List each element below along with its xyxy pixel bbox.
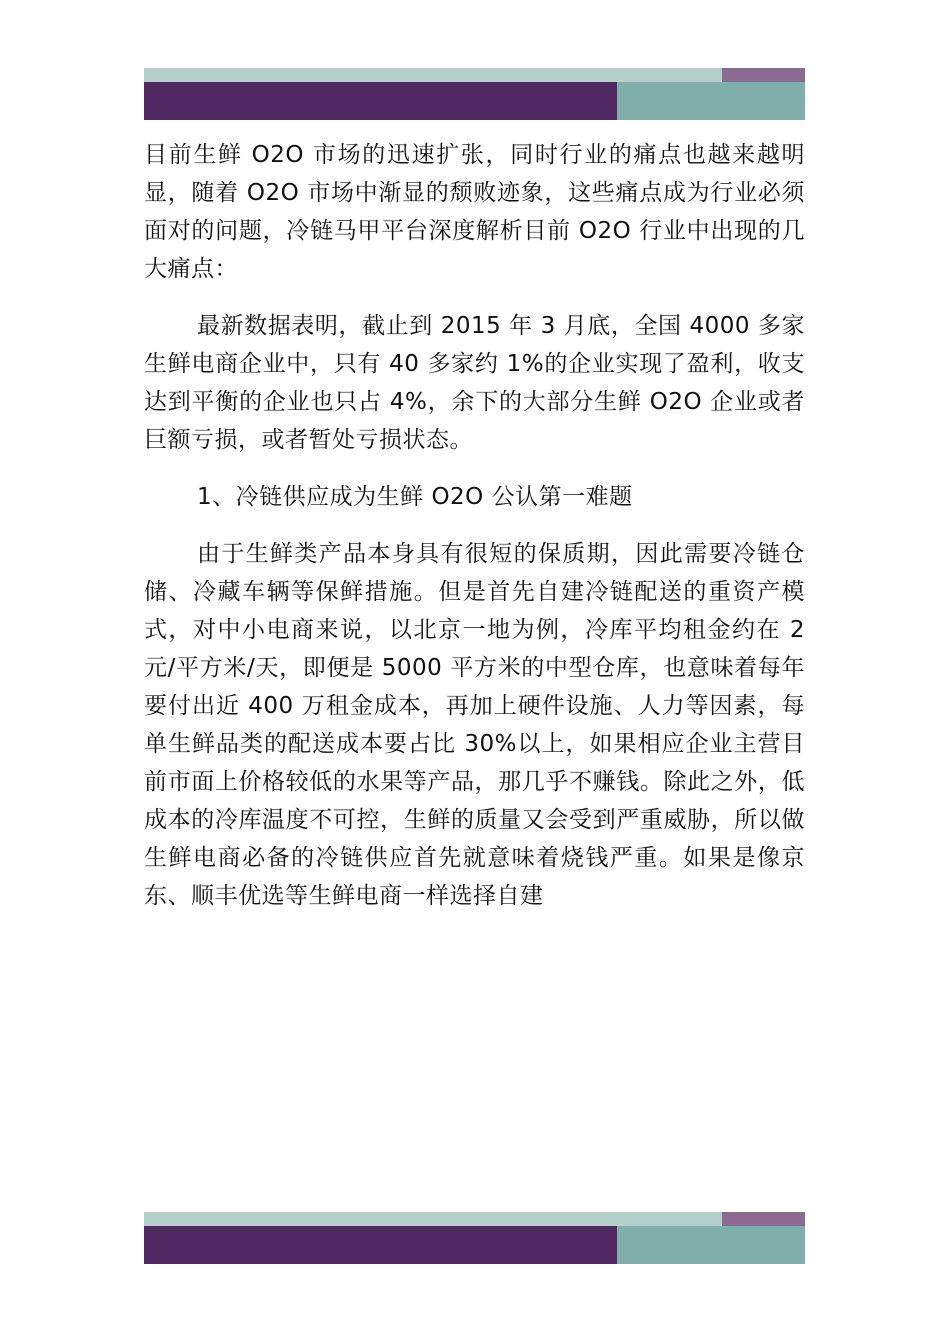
paragraph-intro: 目前生鲜 O2O 市场的迅速扩张，同时行业的痛点也越来越明显，随着 O2O 市场中渐显的颓败迹象，这些痛点成为行业必须面对的问题，冷链马甲平台深度解析目前 O2O 行业中出现的几大痛点： (144, 142, 805, 282)
header-mauve-bar (722, 68, 805, 82)
header-light-teal-bar (144, 68, 722, 82)
header-teal-bar (617, 82, 805, 120)
footer-mauve-bar (722, 1212, 805, 1226)
footer-teal-bar (617, 1226, 805, 1264)
footer-dark-purple-bar (144, 1226, 617, 1264)
header-dark-purple-bar (144, 82, 617, 120)
section-heading-cold-chain: 1、冷链供应成为生鲜 O2O 公认第一难题 (197, 484, 633, 510)
footer-light-teal-bar (144, 1212, 722, 1226)
document-body (144, 136, 805, 934)
paragraph-statistics: 最新数据表明，截止到 2015 年 3 月底，全国 4000 多家生鲜电商企业中，只有 40 多家约 1%的企业实现了盈利，收支达到平衡的企业也只占 4%，余下的大部分生鲜 O2O 企业或者巨额亏损，或者暂处亏损状态。 (144, 313, 805, 453)
paragraph-cold-chain-cost: 由于生鲜类产品本身具有很短的保质期，因此需要冷链仓储、冷藏车辆等保鲜措施。但是首先自建冷链配送的重资产模式，对中小电商来说，以北京一地为例，冷库平均租金约在 2 元/平方米/天，即便是 5000 平方米的中型仓库，也意味着每年要付出近 400 万租金成本，再加上硬件设施、人力等因素，每单生鲜品类的配送成本要占比 30%以上，如果相应企业主营目前市面上价格较低的水果等产品，那几乎不赚钱。除此之外，低成本的冷库温度不可控，生鲜的质量又会受到严重威胁，所以做生鲜电商必备的冷链供应首先就意味着烧钱严重。如果是像京东、顺丰优选等生鲜电商一样选择自建 (144, 541, 805, 909)
